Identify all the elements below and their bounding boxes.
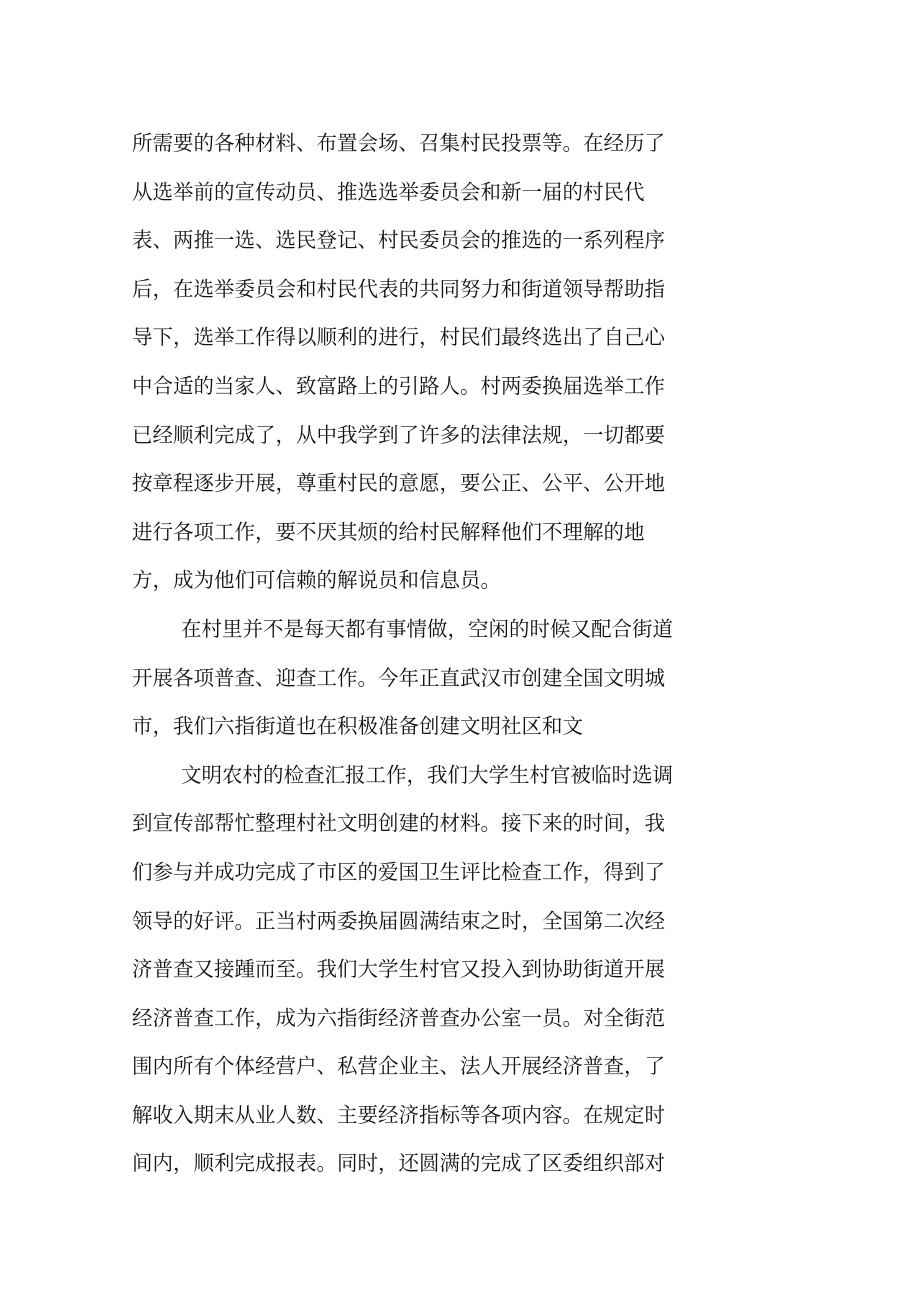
text-line: 间内，顺利完成报表。同时，还圆满的完成了区委组织部对 [132,1151,665,1176]
text-line: 所需要的各种材料、布置会场、召集村民投票等。在经历了 [132,131,665,155]
text-line: 到宣传部帮忙整理村社文明创建的材料。接下来的时间，我 [132,811,665,836]
text-line: 开展各项普查、迎查工作。今年正直武汉市创建全国文明城 [132,665,665,690]
text-line: 市，我们六指街道也在积极准备创建文明社区和文 [132,714,583,739]
text-line: 按章程逐步开展，尊重村民的意愿，要公正、公平、公开地 [132,471,665,496]
text-line: 济普查又接踵而至。我们大学生村官又投入到协助街道开展 [132,957,665,982]
body-text [132,119,712,1188]
text-line: 从选举前的宣传动员、推选选举委员会和新一届的村民代 [132,179,645,204]
paragraph-first-line: 在村里并不是每天都有事情做，空闲的时候又配合街道 [181,616,673,641]
text-line: 方，成为他们可信赖的解说员和信息员。 [132,568,501,593]
paragraph-first-line: 文明农村的检查汇报工作，我们大学生村官被临时选调 [181,762,673,787]
text-line: 导下，选举工作得以顺利的进行，村民们最终选出了自己心 [132,325,665,350]
text-line: 进行各项工作，要不厌其烦的给村民解释他们不理解的地 [132,519,645,544]
text-line: 已经顺利完成了，从中我学到了许多的法律法规，一切都要 [132,422,665,447]
text-line: 们参与并成功完成了市区的爱国卫生评比检查工作，得到了 [132,859,665,884]
text-line: 经济普查工作，成为六指街经济普查办公室一员。对全街范 [132,1005,665,1030]
text-line: 中合适的当家人、致富路上的引路人。村两委换届选举工作 [132,373,665,398]
text-line: 围内所有个体经营户、私营企业主、法人开展经济普查，了 [132,1054,665,1079]
text-line: 表、两推一选、选民登记、村民委员会的推选的一系列程序 [132,228,665,253]
text-line: 领导的好评。正当村两委换届圆满结束之时，全国第二次经 [132,908,665,933]
text-line: 后，在选举委员会和村民代表的共同努力和街道领导帮助指 [132,276,665,301]
text-line: 解收入期末从业人数、主要经济指标等各项内容。在规定时 [132,1102,665,1127]
